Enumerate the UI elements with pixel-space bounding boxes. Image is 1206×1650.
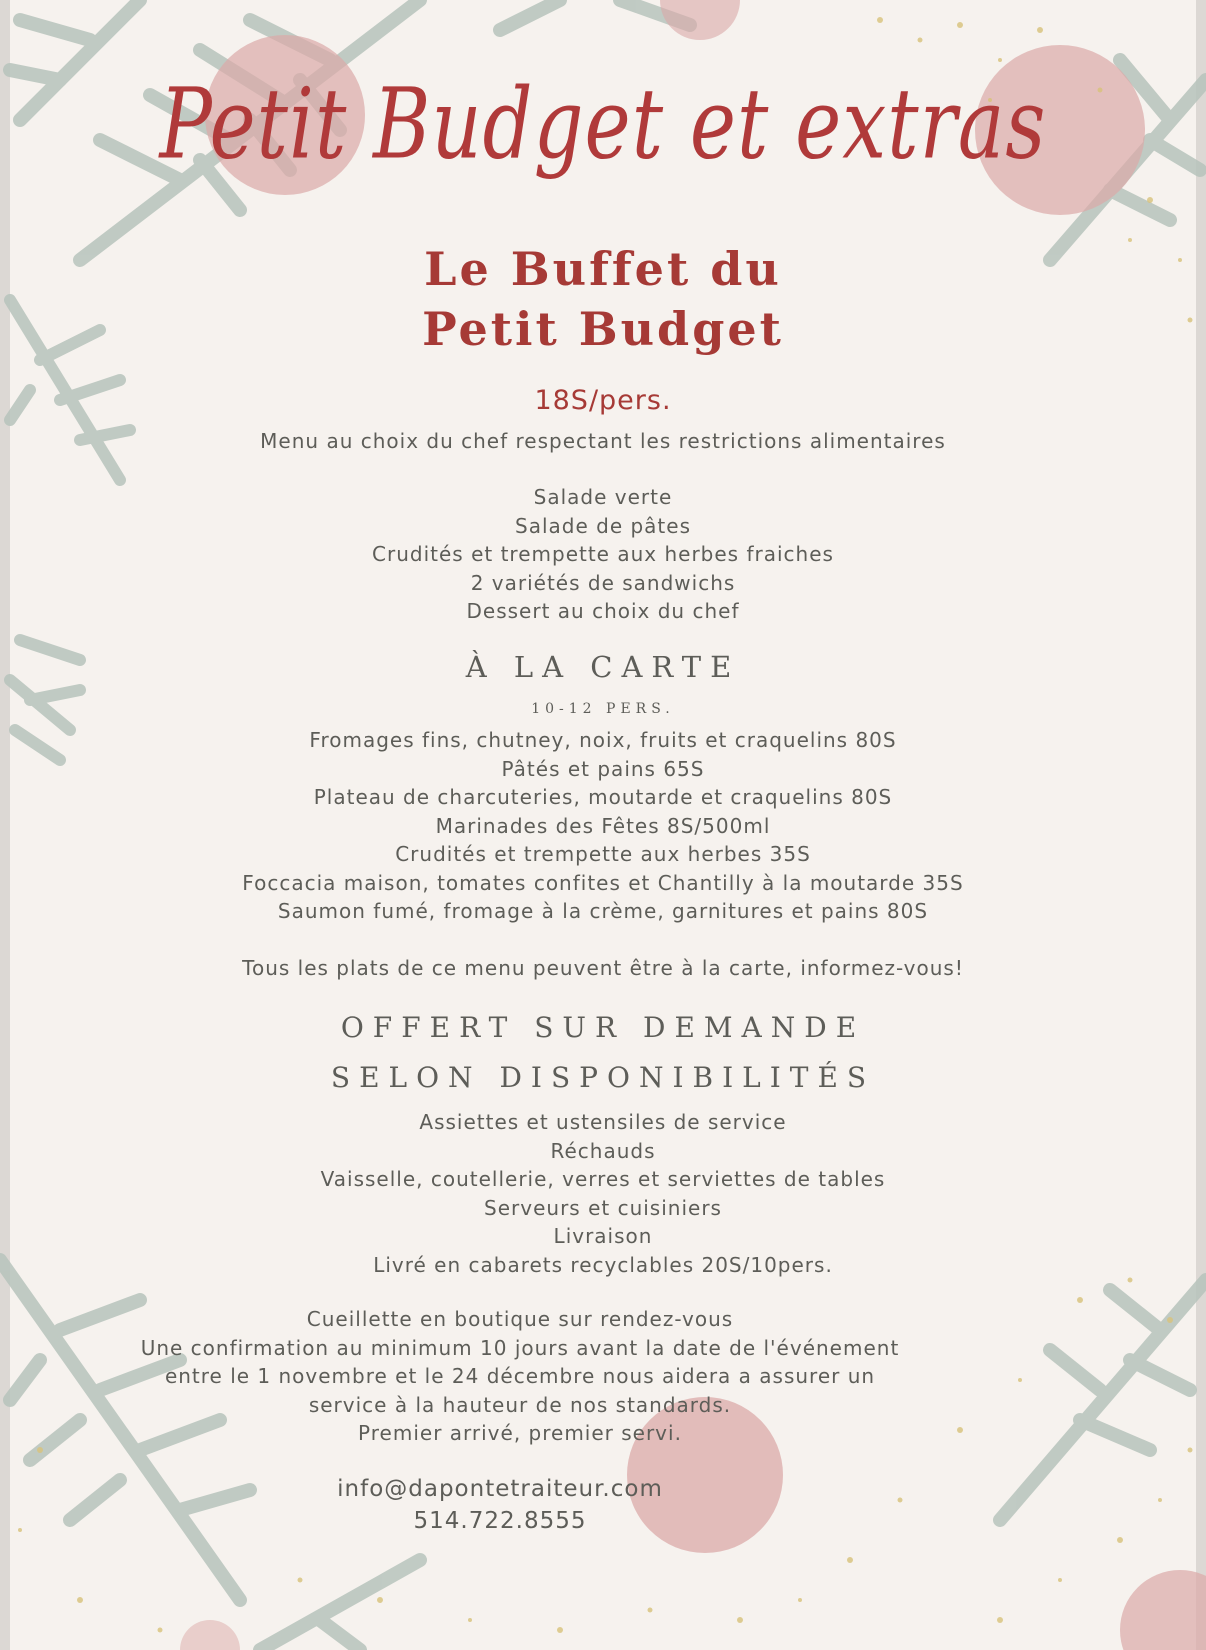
list-item: Saumon fumé, fromage à la crème, garnitures et pains 80S [277, 899, 929, 923]
contact-block [0, 1473, 1000, 1537]
list-item: Livré en cabarets recyclables 20S/10pers. [373, 1252, 833, 1277]
list-item: Vaisselle, coutellerie, verres et serviettes de tables [320, 1167, 886, 1191]
footer-notes [0, 1305, 1040, 1448]
script-title: Petit Budget et extras [159, 68, 1047, 182]
offert-heading-line1: OFFERT SUR DEMANDE [340, 1011, 866, 1044]
list-item: Réchauds [550, 1138, 656, 1163]
offert-list [0, 1108, 1206, 1279]
list-item: Dessert au choix du chef [466, 599, 740, 623]
list-item: Salade de pâtes [515, 513, 691, 538]
contact-email[interactable]: info@dapontetraiteur.com [337, 1476, 663, 1502]
footer-line: service à la hauteur de nos standards. [308, 1392, 732, 1417]
a-la-carte-heading: À LA CARTE [465, 650, 741, 684]
list-item: Crudités et trempette aux herbes fraiches [372, 542, 834, 566]
footer-line: Une confirmation au minimum 10 jours avant la date de l'événement [140, 1335, 900, 1360]
buffet-title-line2: Petit Budget [422, 302, 784, 356]
menu-subtitle: Menu au choix du chef respectant les restrictions alimentaires [260, 429, 946, 453]
list-item: Foccacia maison, tomates confites et Chantilly à la moutarde 35S [242, 870, 964, 895]
list-item: Plateau de charcuteries, moutarde et craquelins 80S [313, 785, 893, 809]
footer-line: entre le 1 novembre et le 24 décembre nous aidera a assurer un [164, 1364, 876, 1388]
price-per-person: 18S/pers. [534, 385, 672, 416]
portion-size: 10-12 PERS. [531, 701, 675, 717]
list-item: Fromages fins, chutney, noix, fruits et craquelins 80S [309, 728, 897, 752]
a-la-carte-list [0, 726, 1206, 926]
contact-phone[interactable]: 514.722.8555 [413, 1508, 587, 1534]
list-item: 2 variétés de sandwichs [470, 570, 736, 595]
list-item: Salade verte [533, 485, 673, 509]
list-item: Crudités et trempette aux herbes 35S [395, 842, 811, 866]
buffet-item-list [0, 483, 1206, 626]
buffet-title-line1: Le Buffet du [424, 242, 782, 296]
list-item: Serveurs et cuisiniers [484, 1195, 722, 1220]
list-item: Pâtés et pains 65S [501, 756, 705, 781]
list-item: Assiettes et ustensiles de service [419, 1110, 787, 1134]
footer-line: Premier arrivé, premier servi. [358, 1421, 682, 1445]
footer-line: Cueillette en boutique sur rendez-vous [306, 1307, 734, 1331]
a-la-carte-note: Tous les plats de ce menu peuvent être à la carte, informez-vous! [242, 956, 964, 980]
offert-heading-line2: SELON DISPONIBILITÉS [330, 1061, 876, 1094]
list-item: Marinades des Fêtes 8S/500ml [435, 813, 771, 838]
list-item: Livraison [553, 1224, 653, 1248]
